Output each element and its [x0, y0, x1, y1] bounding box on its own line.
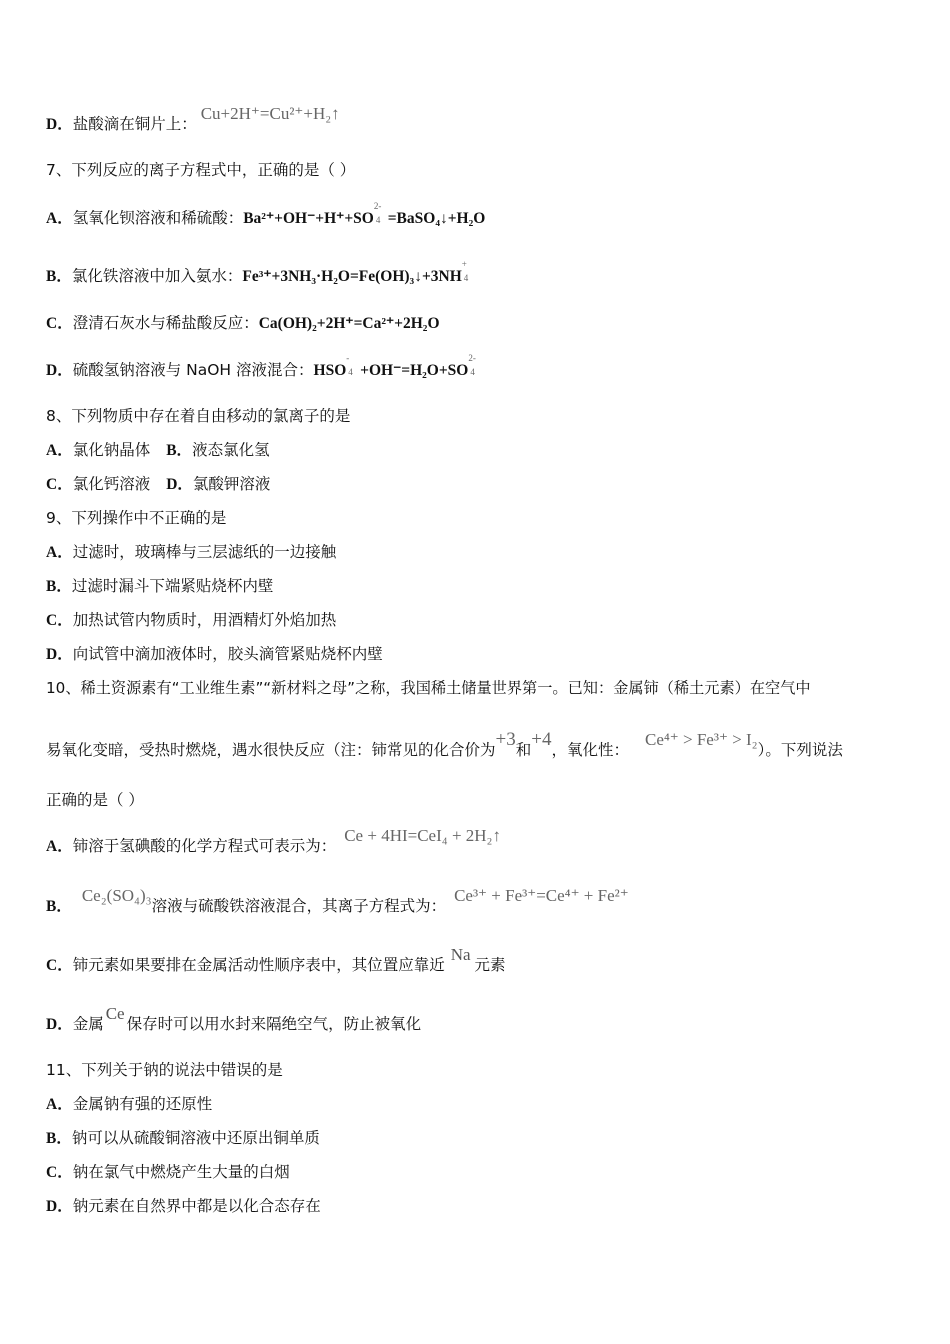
q7-option-d — [46, 353, 478, 381]
equation: Ce³⁺ + Fe³⁺=Ce⁴⁺ + Fe²⁺ — [454, 886, 629, 905]
equation-part: +OH⁻=H₂O+SO — [356, 362, 469, 379]
oxidizing-order: Ce⁴⁺ > Fe³⁺ > I₂ — [644, 730, 758, 749]
q9-option-d — [46, 644, 383, 665]
option-text: 氯化铁溶液中加入氨水： — [71, 267, 243, 285]
equation-part: =BaSO₄↓+H₂O — [383, 210, 486, 227]
q10-stem-line2 — [46, 729, 843, 760]
q7-stem: 7、下列反应的离子方程式中，正确的是（ ） — [46, 161, 356, 179]
equation: Ca(OH)₂+2H⁺=Ca²⁺+2H₂O — [258, 315, 440, 332]
element-symbol: Na — [450, 945, 471, 964]
q11-option-a — [46, 1094, 212, 1115]
stem-text: 易氧化变暗，受热时燃烧，遇水很快反应（注：铈常见的化合价为 — [46, 741, 496, 759]
option-text: 溶液与硫酸铁溶液混合，其离子方程式为： — [151, 897, 447, 915]
option-text: 氯酸钾溶液 — [192, 475, 271, 493]
option-text: 向试管中滴加液体时，胶头滴管紧贴烧杯内壁 — [72, 645, 383, 663]
q8-stem: 8、下列物质中存在着自由移动的氯离子的是 — [46, 407, 351, 425]
option-label: A． — [46, 210, 73, 227]
option-label: C． — [46, 957, 73, 974]
option-text: 氢氧化钡溶液和稀硫酸： — [72, 209, 244, 227]
option-text: 保存时可以用水封来隔绝空气，防止被氧化 — [126, 1015, 422, 1033]
q8-options-cd — [46, 474, 270, 495]
option-label: D． — [46, 1198, 73, 1215]
option-label: A． — [46, 442, 73, 459]
q7-option-c — [46, 313, 440, 334]
ion-charge: + 4 — [461, 259, 469, 283]
option-text: 过滤时，玻璃棒与三层滤纸的一边接触 — [72, 543, 337, 561]
option-label: D． — [166, 476, 193, 493]
q10-option-c — [46, 945, 506, 976]
valence-plus3: +3 — [495, 729, 516, 750]
option-text: 金属钠有强的还原性 — [72, 1095, 213, 1113]
q10-option-d — [46, 1004, 422, 1035]
option-text: 澄清石灰水与稀盐酸反应： — [72, 314, 259, 332]
option-text: 过滤时漏斗下端紧贴烧杯内壁 — [71, 577, 274, 595]
option-text: 液态氯化氢 — [192, 441, 270, 459]
q11-option-b — [46, 1128, 320, 1149]
option-label: A． — [46, 544, 73, 561]
valence-plus4: +4 — [531, 729, 552, 750]
option-text: 铈溶于氢碘酸的化学方程式可表示为： — [72, 837, 337, 855]
option-label: D． — [46, 1016, 73, 1033]
q7-option-a — [46, 201, 486, 229]
option-label: C． — [46, 612, 73, 629]
equation-part: Ba²⁺+OH⁻+H⁺+SO — [243, 210, 374, 227]
option-text: 钠可以从硫酸铜溶液中还原出铜单质 — [71, 1129, 320, 1147]
q10-stem-line1: 10、稀土资源素有“工业维生素”“新材料之母”之称，我国稀土储量世界第一。已知：金属铈（稀土元素）在空气中 — [46, 679, 811, 697]
option-label: D． — [46, 116, 73, 133]
option-label: C． — [46, 476, 73, 493]
option-label: B． — [46, 578, 72, 595]
q7-option-b — [46, 259, 472, 287]
option-label: A． — [46, 1096, 73, 1113]
option-text: 元素 — [474, 956, 506, 974]
option-text: 钠元素在自然界中都是以化合态存在 — [72, 1197, 321, 1215]
equation-part: HSO — [313, 362, 347, 379]
option-label: C． — [46, 1164, 73, 1181]
q9-option-a — [46, 542, 336, 563]
element-symbol: Ce — [105, 1004, 125, 1023]
stem-text: ）。下列说法 — [757, 741, 843, 759]
option-label: D． — [46, 362, 73, 379]
equation: Ce + 4HI=CeI₄ + 2H₂↑ — [344, 826, 501, 845]
option-label: B． — [46, 268, 72, 285]
option-text: 铈元素如果要排在金属活动性顺序表中，其位置应靠近 — [72, 956, 445, 974]
q8-options-ab — [46, 440, 270, 461]
q10-stem-line3: 正确的是（ ） — [46, 791, 144, 809]
q11-option-d — [46, 1196, 321, 1217]
option-label: A． — [46, 838, 73, 855]
option-label: B． — [46, 1130, 72, 1147]
ion-charge: 2- 4 — [468, 353, 476, 377]
q10-option-a — [46, 826, 501, 857]
option-text: 金属 — [72, 1015, 104, 1033]
option-label: D． — [46, 646, 73, 663]
option-text: 盐酸滴在铜片上： — [72, 115, 197, 133]
equation-part: Fe³⁺+3NH₃·H₂O=Fe(OH)₃↓+3NH — [242, 268, 462, 285]
chemical-formula: Ce₂(SO₄)₃ — [81, 886, 152, 905]
option-text: 氯化钙溶液 — [72, 475, 151, 493]
ion-charge: - 4 — [346, 353, 353, 377]
q9-option-c — [46, 610, 336, 631]
option-text: 氯化钠晶体 — [72, 441, 151, 459]
q9-option-b — [46, 576, 273, 597]
q9-stem: 9、下列操作中不正确的是 — [46, 509, 227, 527]
option-label: B． — [166, 442, 193, 459]
q11-option-c — [46, 1162, 290, 1183]
stem-text: ，氧化性： — [551, 741, 629, 759]
q6-option-d — [46, 104, 340, 135]
option-label: B． — [46, 898, 72, 915]
option-text: 加热试管内物质时，用酒精灯外焰加热 — [72, 611, 337, 629]
ion-charge: 2- 4 — [373, 201, 382, 225]
stem-text: 和 — [515, 741, 532, 759]
q10-option-b — [46, 886, 629, 917]
option-label: C． — [46, 315, 73, 332]
q11-stem: 11、下列关于钠的说法中错误的是 — [46, 1061, 283, 1079]
option-text: 钠在氯气中燃烧产生大量的白烟 — [72, 1163, 290, 1181]
option-text: 硫酸氢钠溶液与 NaOH 溶液混合： — [72, 361, 314, 379]
equation: Cu+2H⁺=Cu²⁺+H₂↑ — [200, 104, 340, 123]
